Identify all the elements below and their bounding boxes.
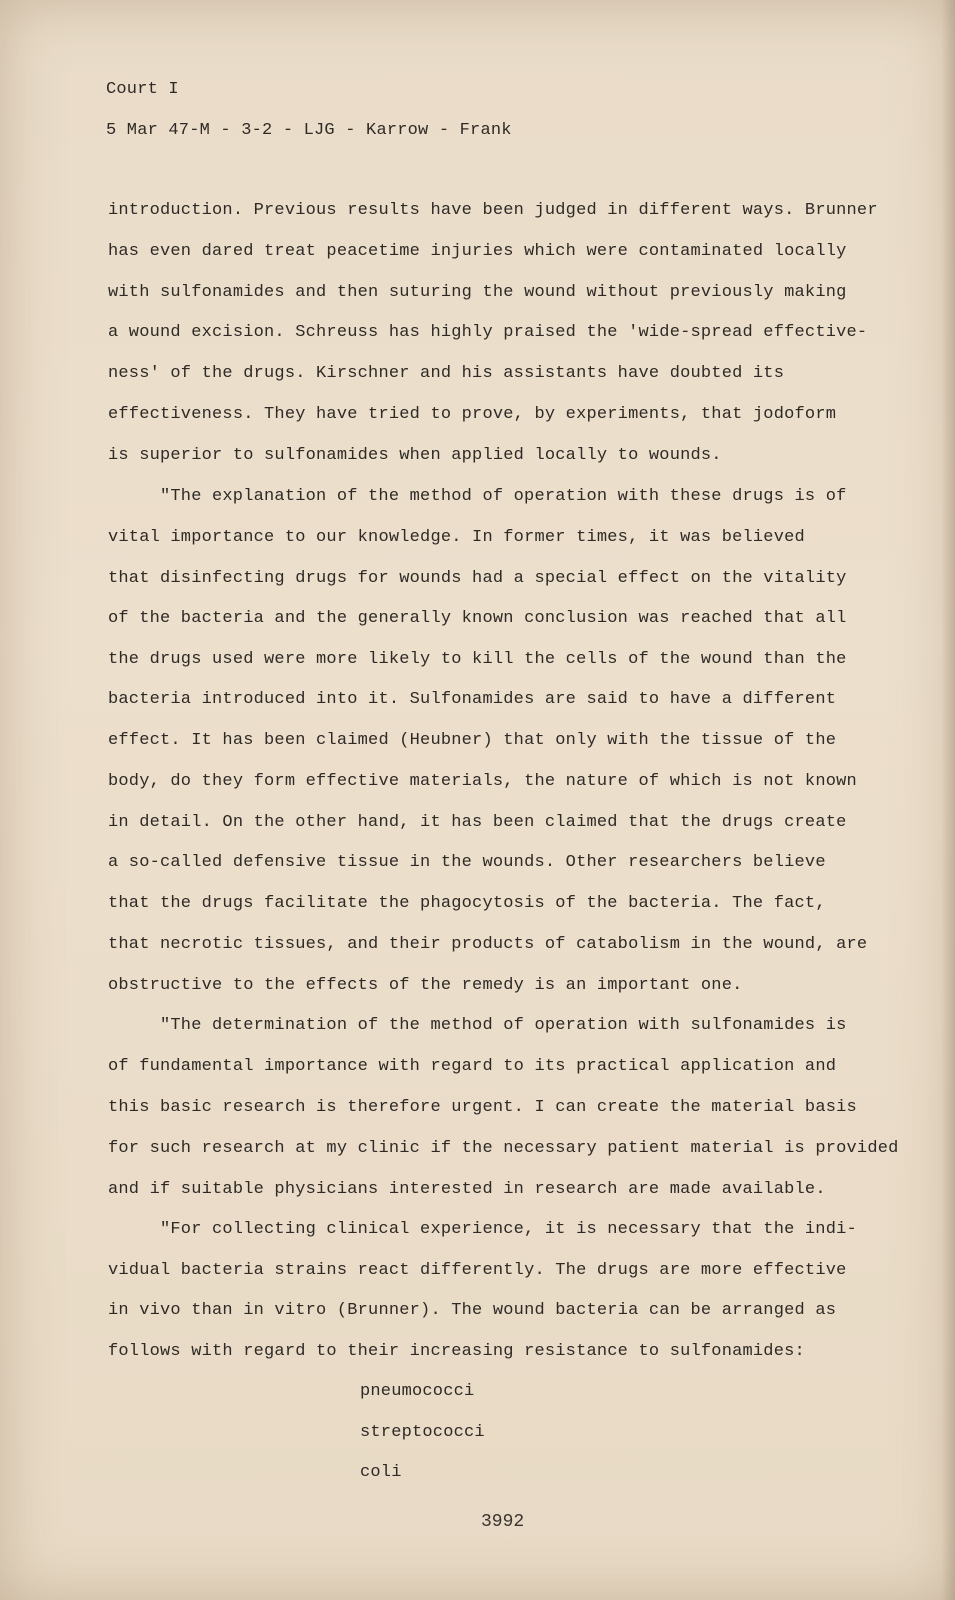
text-line: vital importance to our knowledge. In former times, it was believed	[108, 528, 805, 547]
text-line: follows with regard to their increasing resistance to sulfonamides:	[108, 1342, 805, 1361]
text-line: of the bacteria and the generally known conclusion was reached that all	[108, 609, 847, 628]
text-line: is superior to sulfonamides when applied locally to wounds.	[108, 446, 722, 465]
text-line: body, do they form effective materials, the nature of which is not known	[108, 772, 857, 791]
text-line: with sulfonamides and then suturing the wound without previously making	[108, 283, 847, 302]
text-line: vidual bacteria strains react differently. The drugs are more effective	[108, 1261, 847, 1280]
list-item: coli	[360, 1463, 402, 1482]
text-line: that disinfecting drugs for wounds had a special effect on the vitality	[108, 569, 847, 588]
text-line: bacteria introduced into it. Sulfonamides are said to have a different	[108, 690, 837, 709]
text-line: that necrotic tissues, and their products of catabolism in the wound, are	[108, 935, 868, 954]
text-line: effectiveness. They have tried to prove, by experiments, that jodoform	[108, 405, 837, 424]
list-item: streptococci	[360, 1423, 485, 1442]
text-line: that the drugs facilitate the phagocytosis of the bacteria. The fact,	[108, 894, 826, 913]
court-header: Court I	[106, 80, 179, 99]
session-header: 5 Mar 47-M - 3-2 - LJG - Karrow - Frank	[106, 121, 512, 140]
text-line: introduction. Previous results have been judged in different ways. Brunner	[108, 201, 878, 220]
text-line: the drugs used were more likely to kill the cells of the wound than the	[108, 650, 847, 669]
text-line: and if suitable physicians interested in research are made available.	[108, 1180, 826, 1199]
text-line: has even dared treat peacetime injuries which were contaminated locally	[108, 242, 847, 261]
text-line: for such research at my clinic if the necessary patient material is provided	[108, 1139, 899, 1158]
page-number: 3992	[481, 1512, 525, 1532]
text-line: a wound excision. Schreuss has highly praised the 'wide-spread effective-	[108, 323, 868, 342]
text-line: of fundamental importance with regard to its practical application and	[108, 1057, 837, 1076]
text-line: in detail. On the other hand, it has been claimed that the drugs create	[108, 813, 847, 832]
text-line: ness' of the drugs. Kirschner and his assistants have doubted its	[108, 364, 785, 383]
text-line: "For collecting clinical experience, it is necessary that the indi-	[160, 1220, 857, 1239]
page-edge-shadow	[941, 0, 955, 1600]
text-line: "The determination of the method of operation with sulfonamides is	[160, 1016, 847, 1035]
text-line: effect. It has been claimed (Heubner) that only with the tissue of the	[108, 731, 837, 750]
list-item: pneumococci	[360, 1382, 475, 1401]
text-line: in vivo than in vitro (Brunner). The wound bacteria can be arranged as	[108, 1301, 837, 1320]
text-line: "The explanation of the method of operation with these drugs is of	[160, 487, 847, 506]
text-line: this basic research is therefore urgent. I can create the material basis	[108, 1098, 857, 1117]
text-line: a so-called defensive tissue in the wounds. Other researchers believe	[108, 853, 826, 872]
text-line: obstructive to the effects of the remedy is an important one.	[108, 976, 743, 995]
